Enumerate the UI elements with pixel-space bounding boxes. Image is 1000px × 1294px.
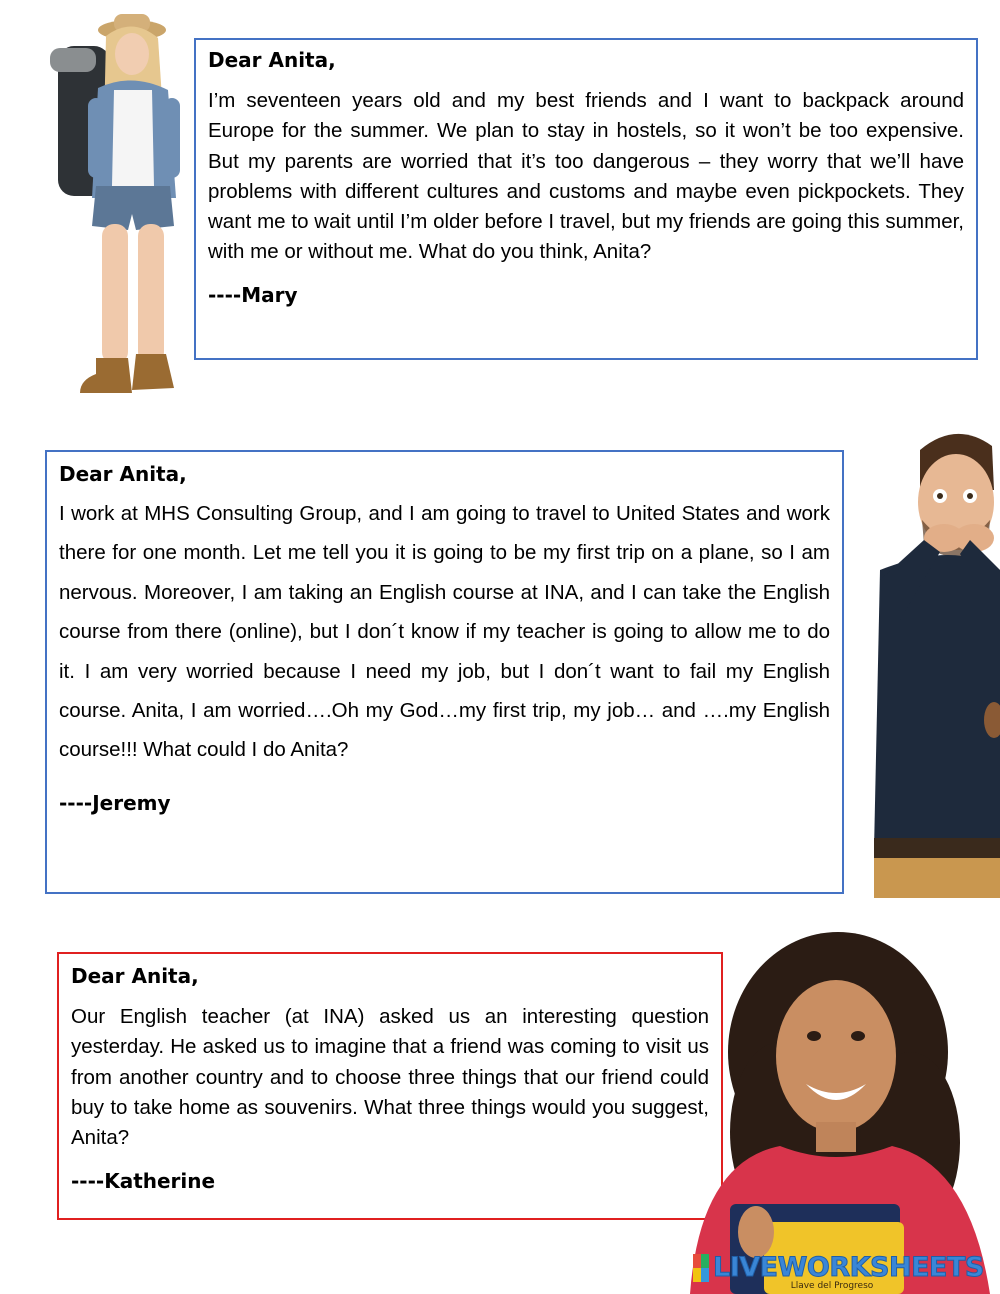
letter-greeting: Dear Anita, (59, 462, 187, 486)
letter-jeremy (45, 450, 844, 894)
letter-greeting: Dear Anita, (208, 48, 336, 72)
letter-mary (194, 38, 978, 360)
liveworksheets-watermark (693, 1252, 984, 1283)
brand-text: LIVEWORKSHEETS (713, 1252, 984, 1283)
book-label: Llave del Progreso (790, 1281, 874, 1291)
liveworksheets-logo-icon (693, 1254, 709, 1282)
letter-greeting: Dear Anita, (71, 964, 199, 988)
letter-body: Our English teacher (at INA) asked us an interesting question yesterday. He asked us to imagine that a friend was coming to visit us from another country and to choose three things that our friend could buy to take home as souvenirs. What three things would you suggest, Anita? (71, 1005, 709, 1150)
letter-body: I work at MHS Consulting Group, and I am going to travel to United States and work there for one month. Let me tell you it is going to be my first trip on a plane, so I am nervous. Moreover, I am taking an English course at INA, and I can take the English course from there (online), but I don´t know if my teacher is going to allow me to do it. I am very worried because I need my job, but I don´t want to fail my English course. Anita, I am worried….Oh my God…my first trip, my job… and ….my English course!!! What could I do Anita? (59, 502, 830, 762)
nervous-man-image (860, 420, 1000, 898)
letter-signature: ----Katherine (71, 1169, 216, 1194)
backpacker-girl-image (40, 8, 190, 403)
letter-signature: ----Mary (208, 282, 298, 307)
letter-katherine (57, 952, 723, 1220)
smiling-student-image (660, 932, 1000, 1294)
letter-signature: ----Jeremy (59, 790, 171, 815)
letter-body: I’m seventeen years old and my best friends and I want to backpack around Europe for the summer. We plan to stay in hostels, so it won’t be too expensive. But my parents are worried that it’s too dangerous – they worry that we’ll have problems with different cultures and customs and maybe even pickpockets. They want me to wait until I’m older before I travel, but my friends are going this summer, with me or without me. What do you think, Anita? (208, 89, 964, 264)
